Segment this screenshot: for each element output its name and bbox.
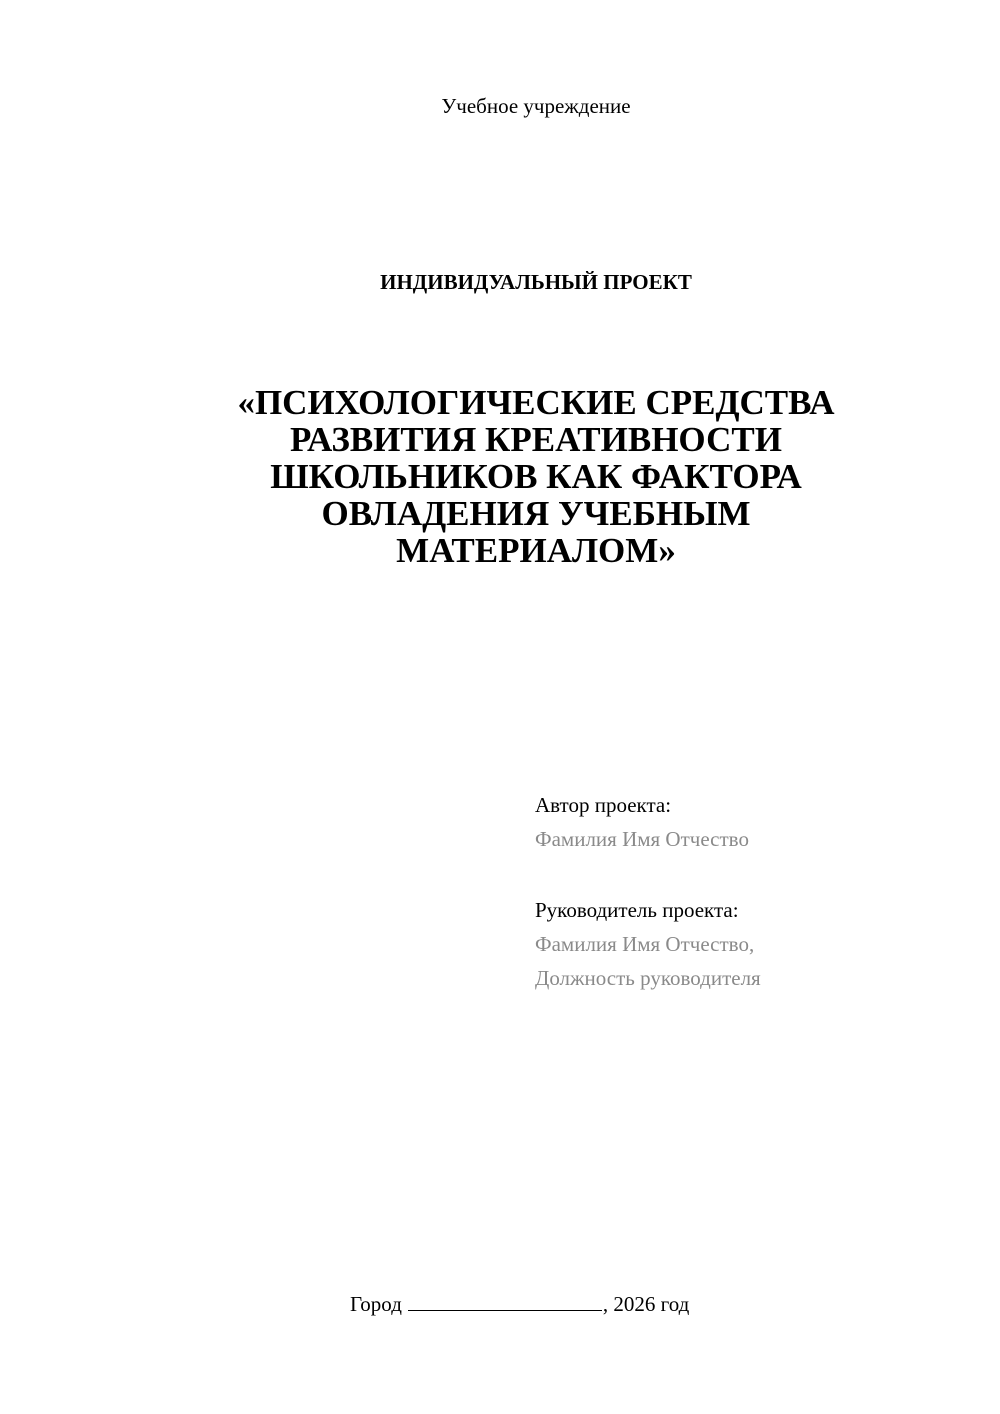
title-line: РАЗВИТИЯ КРЕАТИВНОСТИ [290,420,782,459]
title-line: ШКОЛЬНИКОВ КАК ФАКТОРА [270,457,802,496]
city-label: Город [350,1292,402,1316]
title-line: МАТЕРИАЛОМ» [396,531,676,570]
author-block [535,788,955,856]
city-blank-line [408,1290,602,1311]
institution-name: Учебное учреждение [441,94,631,118]
title-line: ОВЛАДЕНИЯ УЧЕБНЫМ [321,494,751,533]
supervisor-position: Должность руководителя [535,966,761,990]
document-type: ИНДИВИДУАЛЬНЫЙ ПРОЕКТ [380,270,692,294]
supervisor-label: Руководитель проекта: [535,898,739,922]
supervisor-block [535,893,955,995]
author-name: Фамилия Имя Отчество [535,827,749,851]
author-label: Автор проекта: [535,793,672,817]
project-title [160,384,912,569]
year-text: , 2026 год [602,1292,690,1316]
supervisor-name: Фамилия Имя Отчество, [535,932,755,956]
footer-city-year [350,1290,689,1318]
title-line: «ПСИХОЛОГИЧЕСКИЕ СРЕДСТВА [237,383,835,422]
